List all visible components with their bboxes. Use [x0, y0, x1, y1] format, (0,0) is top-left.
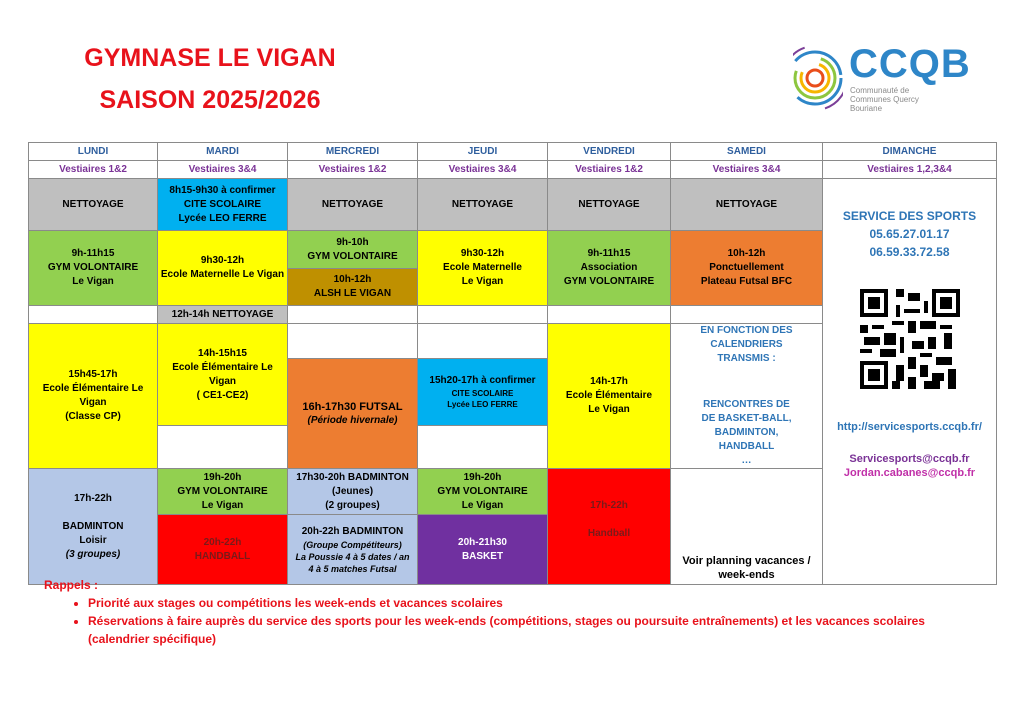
rappels-section — [44, 576, 984, 648]
vendredi-ecole-elementaire: 14h-17h Ecole Élémentaire Le Vigan — [548, 324, 671, 469]
vestiaires-samedi: Vestiaires 3&4 — [671, 161, 823, 179]
samedi-futsal: 10h-12h Ponctuellement Plateau Futsal BFC — [671, 231, 823, 306]
jeudi-gym-volontaire: 19h-20h GYM VOLONTAIRE Le Vigan — [418, 469, 548, 515]
day-lundi: LUNDI — [29, 143, 158, 161]
jeudi-empty-afternoon — [418, 324, 548, 359]
logo-text: CCQB — [849, 42, 971, 86]
vestiaires-lundi: Vestiaires 1&2 — [29, 161, 158, 179]
mercredi-alsh: 10h-12h ALSH LE VIGAN — [288, 269, 418, 306]
dimanche-info — [823, 179, 997, 585]
mardi-ecole-maternelle: 9h30-12h Ecole Maternelle Le Vigan — [158, 231, 288, 306]
vestiaires-mercredi: Vestiaires 1&2 — [288, 161, 418, 179]
mercredi-futsal: 16h-17h30 FUTSAL (Période hivernale) — [288, 359, 418, 469]
lundi-empty-lunch — [29, 306, 158, 324]
samedi-calendriers: EN FONCTION DES CALENDRIERS TRANSMIS : RENCONTRES DE DE BASKET-BALL, BADMINTON, HANDBALL … — [671, 324, 823, 469]
vendredi-empty-lunch — [548, 306, 671, 324]
lundi-gym-volontaire: 9h-11h15 GYM VOLONTAIRE Le Vigan — [29, 231, 158, 306]
service-url[interactable]: http://servicesports.ccqb.fr/ — [837, 421, 982, 433]
mardi-ecole-elementaire: 14h-15h15 Ecole Élémentaire Le Vigan ( CE1-CE2) — [158, 324, 288, 426]
days-row — [29, 143, 997, 161]
vendredi-nettoyage: NETTOYAGE — [548, 179, 671, 231]
vestiaires-row — [29, 161, 997, 179]
jeudi-empty-late-afternoon — [418, 426, 548, 469]
day-vendredi: VENDREDI — [548, 143, 671, 161]
mardi-empty-afternoon — [158, 426, 288, 469]
jeudi-ecole-maternelle: 9h30-12h Ecole Maternelle Le Vigan — [418, 231, 548, 306]
lundi-badminton: 17h-22h BADMINTON Loisir (3 groupes) — [29, 469, 158, 585]
mercredi-nettoyage: NETTOYAGE — [288, 179, 418, 231]
day-mercredi: MERCREDI — [288, 143, 418, 161]
ccqb-spiral-icon — [793, 40, 843, 120]
phone-1: 05.65.27.01.17 — [869, 227, 950, 241]
mercredi-gym-volontaire: 9h-10h GYM VOLONTAIRE — [288, 231, 418, 269]
mercredi-empty-lunch — [288, 306, 418, 324]
vendredi-handball: 17h-22h Handball — [548, 469, 671, 585]
email-service[interactable]: Servicesports@ccqb.fr — [849, 453, 970, 465]
qr-code-icon — [860, 289, 960, 389]
ccqb-logo — [793, 40, 973, 120]
day-dimanche: DIMANCHE — [823, 143, 997, 161]
mardi-nettoyage: 12h-14h NETTOYAGE — [158, 306, 288, 324]
mardi-handball: 20h-22h HANDBALL — [158, 515, 288, 585]
vestiaires-mardi: Vestiaires 3&4 — [158, 161, 288, 179]
schedule-table — [28, 142, 997, 585]
rappels-heading: Rappels : — [44, 578, 99, 592]
lundi-ecole-elementaire: 15h45-17h Ecole Élémentaire Le Vigan (Classe CP) — [29, 324, 158, 469]
vendredi-gym-volontaire: 9h-11h15 Association GYM VOLONTAIRE — [548, 231, 671, 306]
jeudi-nettoyage: NETTOYAGE — [418, 179, 548, 231]
jeudi-empty-lunch — [418, 306, 548, 324]
rappel-item: • Réservations à faire auprès du service des sports pour les week-ends (compétitions, stages ou poursuite entraînements) et les vacances scolaires (calendrier spécifique) — [88, 612, 984, 648]
day-jeudi: JEUDI — [418, 143, 548, 161]
mercredi-badminton-competiteurs: 20h-22h BADMINTON (Groupe Compétiteurs) La Poussie 4 à 5 dates / an 4 à 5 matches Futsal — [288, 515, 418, 585]
rappel-item: • Priorité aux stages ou compétitions les week-ends et vacances scolaires — [88, 594, 984, 612]
samedi-vacances: Voir planning vacances / week-ends — [671, 469, 823, 585]
page-title: GYMNASE LE VIGAN — [84, 44, 336, 72]
vestiaires-jeudi: Vestiaires 3&4 — [418, 161, 548, 179]
email-jordan[interactable]: Jordan.cabanes@ccqb.fr — [843, 467, 976, 479]
service-title: SERVICE DES SPORTS — [842, 209, 977, 223]
samedi-empty-lunch — [671, 306, 823, 324]
day-mardi: MARDI — [158, 143, 288, 161]
samedi-nettoyage: NETTOYAGE — [671, 179, 823, 231]
lundi-nettoyage: NETTOYAGE — [29, 179, 158, 231]
vestiaires-vendredi: Vestiaires 1&2 — [548, 161, 671, 179]
mardi-gym-volontaire: 19h-20h GYM VOLONTAIRE Le Vigan — [158, 469, 288, 515]
mercredi-badminton-jeunes: 17h30-20h BADMINTON (Jeunes) (2 groupes) — [288, 469, 418, 515]
season-subtitle: SAISON 2025/2026 — [99, 86, 321, 114]
jeudi-basket: 20h-21h30 BASKET — [418, 515, 548, 585]
mardi-lycee-slot: 8h15-9h30 à confirmer CITE SCOLAIRE Lycée LEO FERRE — [158, 179, 288, 231]
logo-subtitle: Communauté de Communes Quercy Bouriane — [850, 86, 919, 113]
day-samedi: SAMEDI — [671, 143, 823, 161]
vestiaires-dimanche: Vestiaires 1,2,3&4 — [823, 161, 997, 179]
mercredi-empty-afternoon — [288, 324, 418, 359]
jeudi-lycee-slot: 15h20-17h à confirmer CITE SCOLAIRE Lycée LEO FERRE — [418, 359, 548, 426]
phone-2: 06.59.33.72.58 — [869, 245, 950, 259]
